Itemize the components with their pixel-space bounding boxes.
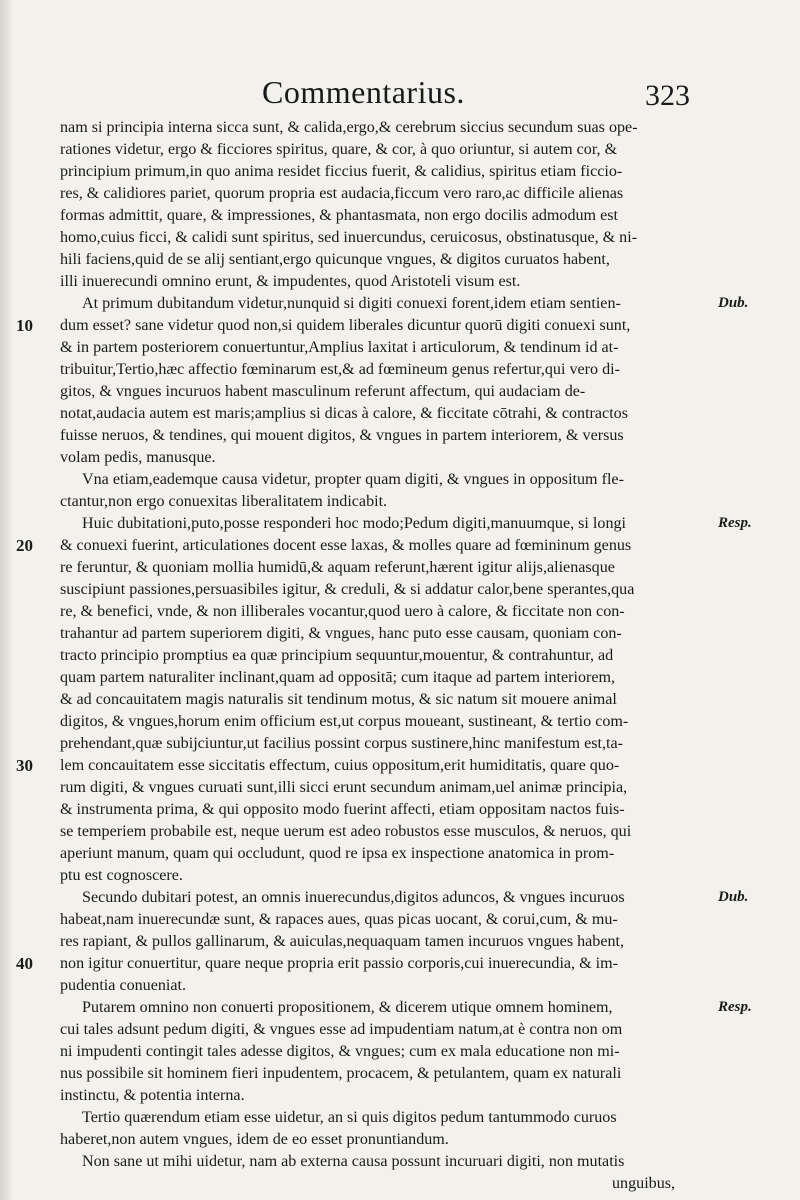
text-line: tracto principio promptius ea quæ principium sequuntur,mouentur, & contrahuntur, ad — [60, 647, 614, 664]
margin-note-dub: Dub. — [718, 295, 749, 311]
line-number: 40 — [16, 954, 33, 973]
text-line: tribuitur,Tertio,hæc affectio fœminarum est,& ad fœmineum genus refertur,qui vero di- — [60, 361, 620, 378]
text-line: quam partem naturaliter inclinant,quam ad oppositā; cum itaque ad partem interiorem, — [60, 669, 616, 686]
text-line: nus possibile sit hominem fieri inpudentem, procacem, & petulantem, quam ex naturali — [60, 1065, 622, 1082]
text-line: aperiunt manum, quam qui occludunt, quod re ipsa ex inspectione anatomica in prom- — [60, 845, 615, 862]
text-line: digitos, & vngues,horum enim officium est,ut corpus moueant, sustineant, & tertio com- — [60, 713, 629, 730]
text-line: prehendant,quæ subijciuntur,ut facilius possint corpus sustinere,hinc manifestum est,ta- — [60, 735, 623, 752]
margin-note-dub: Dub. — [718, 889, 749, 905]
page-number: 323 — [645, 79, 690, 112]
text-line: non igitur conuertitur, quare neque propria erit passio corporis,cui inuerecundia, & im- — [60, 955, 618, 972]
text-line: suscipiunt passiones,persuasibiles igitur, & creduli, & si addatur calor,bene sperantes,qua — [60, 581, 635, 598]
catchword-line: unguibus, — [612, 1175, 676, 1192]
text-line: haberet,non autem vngues, idem de eo esset pronuntiandum. — [60, 1131, 449, 1148]
text-line: & ad concauitatem magis naturalis sit tendinum motus, & sic natum sit mouere animal — [60, 691, 617, 708]
text-line: ctantur,non ergo conuexitas liberalitatem indicabit. — [60, 493, 388, 510]
paragraph-start-line: Vna etiam,eademque causa videtur, propter quam digiti, & vngues in oppositum fle- — [82, 471, 624, 488]
margin-note-resp: Resp. — [718, 515, 752, 531]
paragraph-start-line: Non sane ut mihi uidetur, nam ab externa causa possunt incuruari digiti, non mutatis — [82, 1153, 625, 1170]
text-line: nam si principia interna sicca sunt, & calida,ergo,& cerebrum siccius secundum suas ope- — [60, 119, 638, 136]
text-line: gitos, & vngues incuruos habent masculinum referunt affectum, qui audaciam de- — [60, 383, 586, 400]
text-line: formas admittit, quare, & impressiones, & phantasmata, non ergo docilis admodum est — [60, 207, 618, 224]
text-line: re, & benefici, vnde, & non illiberales vocantur,quod uero à calore, & ficcitate non con- — [60, 603, 625, 620]
text-line: lem concauitatem esse siccitatis effectum, cuius oppositum,erit humiditatis, quare quo- — [60, 757, 620, 774]
text-line: rationes videtur, ergo & ficciores spiritus, quare, & cor, à quo oriuntur, si autem cor, & — [60, 141, 618, 158]
text-line: ptu est cognoscere. — [60, 867, 183, 884]
text-line: fuisse neruos, & tendines, qui mouent digitos, & vngues in partem interiorem, & versus — [60, 427, 624, 444]
text-line: dum esset? sane videtur quod non,si quidem liberales dicuntur quorū digiti conuexi sunt, — [60, 317, 631, 334]
paragraph-start-line: Huic dubitationi,puto,posse responderi hoc modo;Pedum digiti,manuumque, si longi — [82, 515, 627, 532]
paragraph-start-line: Putarem omnino non conuerti propositionem, & dicerem utique omnem hominem, — [82, 999, 613, 1016]
text-line: habeat,nam inuerecundæ sunt, & rapaces aues, quas picas uocant, & corui,cum, & mu- — [60, 911, 618, 928]
paragraph-start-line: Tertio quærendum etiam esse uidetur, an si quis digitos pedum tantummodo curuos — [82, 1109, 617, 1126]
line-number: 20 — [16, 536, 33, 555]
text-line: hili faciens,quid de se alij sentiant,ergo quicunque vngues, & digitos curuatos habent, — [60, 251, 610, 268]
paragraph-start-line: Secundo dubitari potest, an omnis inuerecundus,digitos aduncos, & vngues incuruos — [82, 889, 625, 906]
text-line: & in partem posteriorem conuertuntur,Amplius laxitat i articulorum, & tendinum id at- — [60, 339, 619, 356]
text-line: trahantur ad partem superiorem digiti, & vngues, hanc puto esse causam, quoniam con- — [60, 625, 622, 642]
text-line: illi inuerecundi omnino erunt, & impudentes, quod Aristoteli visum est. — [60, 273, 521, 290]
text-line: res, & calidiores pariet, quorum propria est audacia,ficcum vero raro,ac difficile alienas — [60, 185, 624, 202]
text-line: & conuexi fuerint, articulationes docent esse laxas, & molles quare ad fœmininum genus — [60, 537, 632, 554]
text-line: homo,cuius ficci, & calidi sunt spiritus, sed inuercundus, ceruicosus, obstinatusque, & ni- — [60, 229, 638, 246]
text-line: instinctu, & potentia interna. — [60, 1087, 245, 1104]
line-number: 10 — [16, 316, 33, 335]
text-line: pudentia conueniat. — [60, 977, 187, 994]
text-line: rum digiti, & vngues curuati sunt,illi sicci erunt secundum animam,uel animæ principia, — [60, 779, 628, 796]
text-line: se temperiem probabile est, neque uerum est adeo robustos esse musculos, & neruos, qui — [60, 823, 632, 840]
line-number: 30 — [16, 756, 33, 775]
text-line: cui tales adsunt pedum digiti, & vngues esse ad impudentiam natum,at è contra non om — [60, 1021, 623, 1038]
margin-note-resp: Resp. — [718, 999, 752, 1015]
paragraph-start-line: At primum dubitandum videtur,nunquid si digiti conuexi forent,idem etiam sentien- — [82, 295, 621, 312]
text-line: & instrumenta prima, & qui opposito modo fuerint affecti, etiam oppositam nactos fuis- — [60, 801, 625, 818]
text-line: ni impudenti contingit tales adesse digitos, & vngues; cum ex mala educatione non mi- — [60, 1043, 620, 1060]
running-title: Commentarius. — [262, 74, 465, 110]
text-line: principium primum,in quo anima residet ficcius fuerit, & calidius, spiritus etiam ficcio- — [60, 163, 623, 180]
text-line: volam pedis, manusque. — [60, 449, 216, 466]
text-line: res rapiant, & pullos gallinarum, & auiculas,nequaquam tamen incuruos vngues habent, — [60, 933, 625, 950]
text-line: re feruntur, & quoniam mollia humidū,& aquam referunt,hærent igitur alijs,alienasque — [60, 559, 615, 576]
text-line: notat,audacia autem est maris;amplius si dicas à calore, & ficcitate cōtrahi, & contractos — [60, 405, 628, 422]
